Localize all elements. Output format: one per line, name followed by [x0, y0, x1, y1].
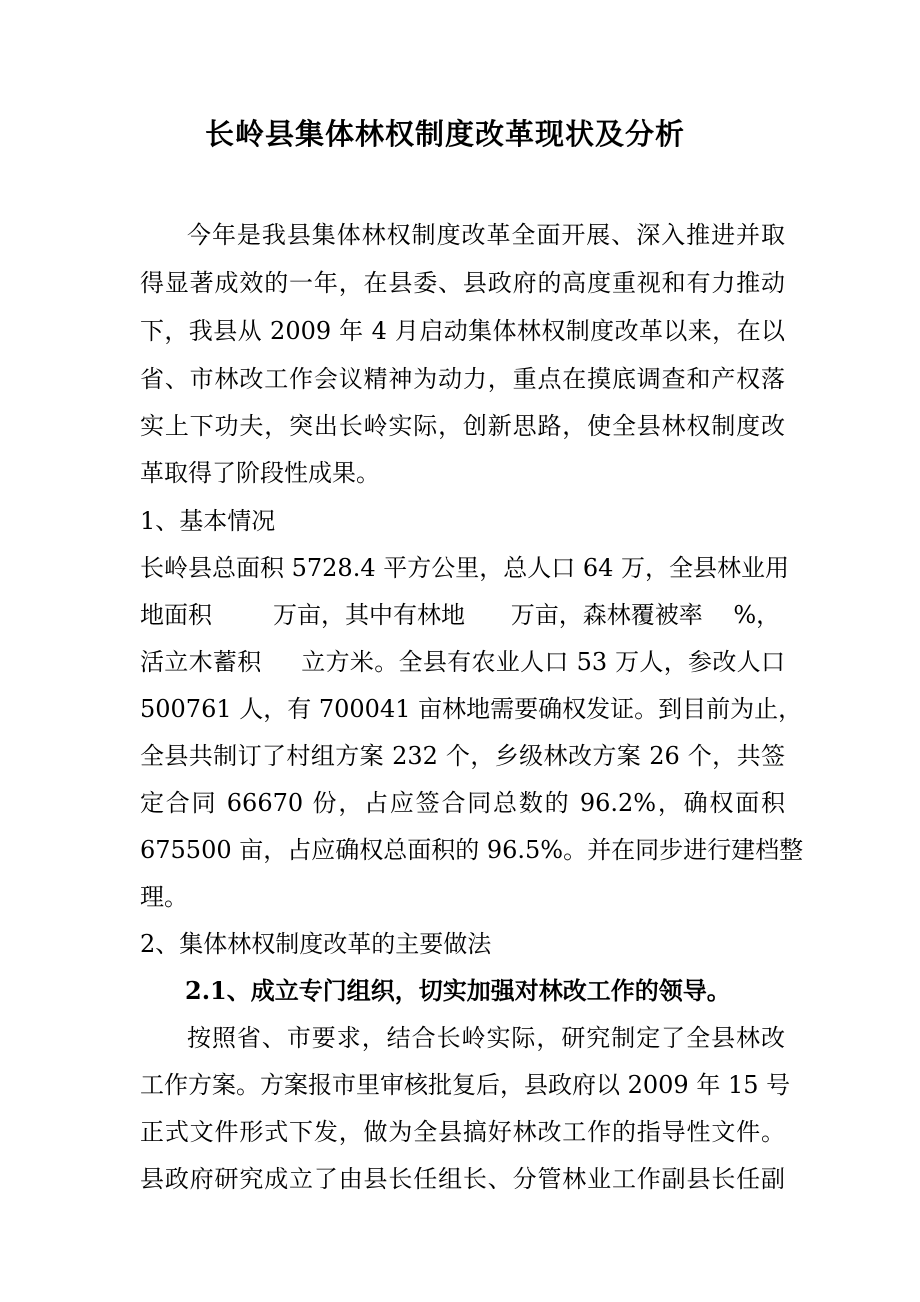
subsection-heading-2-1: 2.1、成立专门组织，切实加强对林改工作的领导。: [185, 976, 731, 1005]
paragraph-intro-line-2: 得显著成效的一年，在县委、县政府的高度重视和有力推动: [140, 269, 785, 297]
paragraph-basic-line-5: 全县共制订了村组方案 232 个，乡级林改方案 26 个，共签: [140, 742, 785, 770]
section-heading-basic: 1、基本情况: [140, 507, 276, 535]
section-heading-practices: 2、集体林权制度改革的主要做法: [140, 930, 492, 958]
paragraph-intro-line-1: 今年是我县集体林权制度改革全面开展、深入推进并取: [187, 221, 785, 249]
document-title: 长岭县集体林权制度改革现状及分析: [204, 117, 685, 151]
paragraph-intro-line-3: 下，我县从 2009 年 4 月启动集体林权制度改革以来，在以: [140, 317, 785, 345]
paragraph-basic-line-3: 活立木蓄积 立方米。全县有农业人口 53 万人，参改人口: [140, 648, 785, 676]
paragraph-practices-line-2: 工作方案。方案报市里审核批复后，县政府以 2009 年 15 号: [140, 1071, 791, 1099]
paragraph-basic-line-6: 定合同 66670 份，占应签合同总数的 96.2%，确权面积: [140, 789, 785, 817]
paragraph-intro-line-6: 革取得了阶段性成果。: [140, 459, 380, 487]
paragraph-intro-line-4: 省、市林改工作会议精神为动力，重点在摸底调查和产权落: [140, 365, 785, 393]
paragraph-basic-line-2: 地面积 万亩，其中有林地 万亩，森林覆被率 %，: [140, 601, 781, 629]
paragraph-basic-line-1: 长岭县总面积 5728.4 平方公里，总人口 64 万，全县林业用: [140, 554, 790, 582]
paragraph-practices-line-1: 按照省、市要求，结合长岭实际，研究制定了全县林改: [187, 1024, 785, 1052]
paragraph-practices-line-4: 县政府研究成立了由县长任组长、分管林业工作副县长任副: [140, 1165, 785, 1193]
paragraph-intro-line-5: 实上下功夫，突出长岭实际，创新思路，使全县林权制度改: [140, 412, 785, 440]
paragraph-basic-line-4: 500761 人，有 700041 亩林地需要确权发证。到目前为止，: [140, 695, 803, 723]
paragraph-basic-line-7: 675500 亩，占应确权总面积的 96.5%。并在同步进行建档整: [140, 836, 804, 864]
paragraph-practices-line-3: 正式文件形式下发，做为全县搞好林改工作的指导性文件。: [140, 1118, 785, 1146]
paragraph-basic-line-8: 理。: [140, 883, 188, 911]
